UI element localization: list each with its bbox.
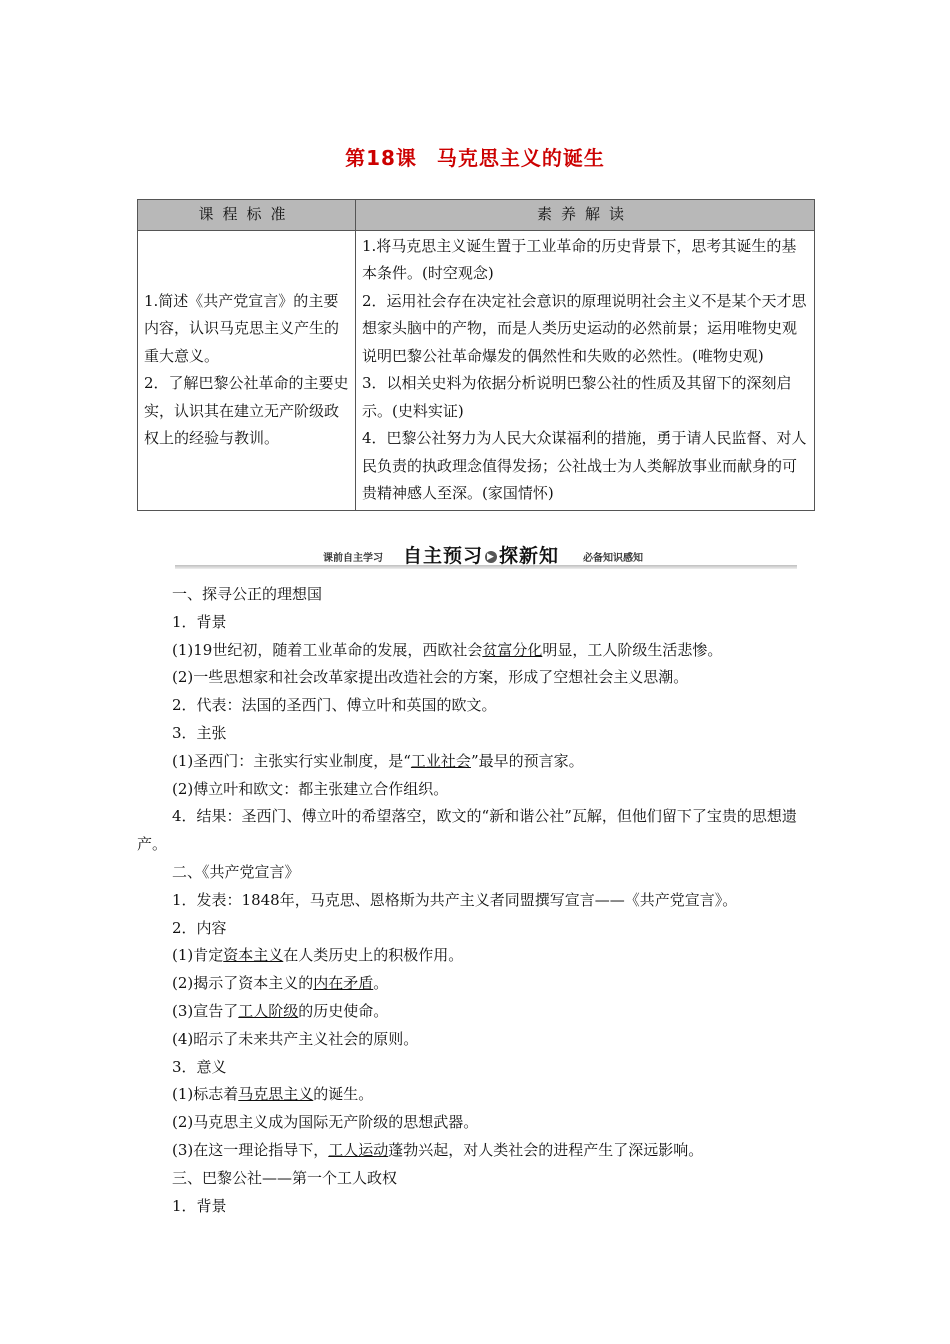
header-literacy: 素养解读	[356, 200, 815, 231]
arrow-right-icon: ▶	[485, 551, 497, 563]
lesson-number: 第18课	[345, 146, 417, 170]
standard-item: 1.简述《共产党宣言》的主要内容，认识马克思主义产生的重大意义。	[144, 291, 340, 365]
key-term: 工人运动	[328, 1140, 389, 1159]
paragraph: (2)揭示了资本主义的内在矛盾。	[172, 974, 389, 993]
literacy-cell	[356, 230, 815, 510]
banner-title	[403, 541, 559, 568]
paragraph: (3)宣告了工人阶级的历史使命。	[172, 1001, 389, 1020]
paragraph: (4)昭示了未来共产主义社会的原则。	[172, 1029, 419, 1048]
key-term: 马克思主义	[238, 1085, 314, 1104]
paragraph: 3．意义	[172, 1057, 227, 1076]
standards-cell	[138, 230, 356, 510]
paragraph: 1．发表：1848年，马克思、恩格斯为共产主义者同盟撰写宣言——《共产党宣言》。	[172, 890, 738, 909]
table-header-row	[138, 200, 815, 231]
paragraph: (2)傅立叶和欧文：都主张建立合作组织。	[172, 779, 449, 798]
key-term: 内在矛盾	[313, 974, 374, 993]
paragraph: 2．代表：法国的圣西门、傅立叶和英国的欧文。	[172, 696, 497, 715]
header-standards: 课程标准	[138, 200, 356, 231]
lesson-content	[137, 581, 815, 1220]
key-term: 贫富分化	[482, 640, 543, 659]
paragraph: (1)19世纪初，随着工业革命的发展，西欧社会贫富分化明显，工人阶级生活悲惨。	[172, 640, 723, 659]
literacy-item: 2．运用社会存在决定社会意识的原理说明社会主义不是某个天才思想家头脑中的产物，而是人类历史运动的必然前景；运用唯物史观说明巴黎公社革命爆发的偶然性和失败的必然性。(唯物史观)	[362, 291, 807, 365]
standard-item: 2．了解巴黎公社革命的主要史实，认识其在建立无产阶级政权上的经验与教训。	[144, 374, 349, 447]
table-row	[138, 230, 815, 510]
key-term: 工业社会	[410, 751, 471, 770]
paragraph: (1)标志着马克思主义的诞生。	[172, 1085, 374, 1104]
banner-title-a: 自主预习	[403, 545, 484, 567]
paragraph: (1)肯定资本主义在人类历史上的积极作用。	[172, 946, 464, 965]
paragraph: 1．背景	[172, 612, 227, 631]
paragraph: 2．内容	[172, 918, 227, 937]
banner-title-b: 探新知	[499, 545, 560, 567]
section-heading: 二、《共产党宣言》	[172, 862, 300, 881]
lesson-name: 马克思主义的诞生	[436, 146, 605, 170]
paragraph: (2)马克思主义成为国际无产阶级的思想武器。	[172, 1113, 479, 1132]
paragraph: (1)圣西门：主张实行实业制度，是“工业社会”最早的预言家。	[172, 751, 584, 770]
section-heading: 一、探寻公正的理想国	[172, 585, 323, 603]
literacy-item: 3．以相关史料为依据分析说明巴黎公社的性质及其留下的深刻启示。(史料实证)	[362, 374, 792, 420]
paragraph: 3．主张	[172, 723, 227, 742]
curriculum-standards-table	[137, 199, 815, 511]
banner-left-label: 课前自主学习	[323, 553, 383, 564]
section-heading: 三、巴黎公社——第一个工人政权	[172, 1168, 398, 1187]
paragraph: (3)在这一理论指导下，工人运动蓬勃兴起，对人类社会的进程产生了深远影响。	[172, 1140, 704, 1159]
paragraph: 4．结果：圣西门、傅立叶的希望落空，欧文的“新和谐公社”瓦解，但他们留下了宝贵的思想遗产。	[137, 807, 797, 854]
paragraph: 1．背景	[172, 1196, 227, 1215]
lesson-title	[0, 142, 950, 171]
key-term: 资本主义	[223, 946, 284, 965]
banner-right-label: 必备知识感知	[583, 553, 643, 564]
paragraph: (2)一些思想家和社会改革家提出改造社会的方案，形成了空想社会主义思潮。	[172, 668, 689, 687]
key-term: 工人阶级	[238, 1001, 299, 1020]
literacy-item: 1.将马克思主义诞生置于工业革命的历史背景下，思考其诞生的基本条件。(时空观念)	[362, 236, 797, 282]
literacy-item: 4．巴黎公社努力为人民大众谋福利的措施，勇于请人民监督、对人民负责的执政理念值得发扬；公社战士为人类解放事业而献身的可贵精神感人至深。(家国情怀)	[362, 429, 807, 502]
section-banner	[175, 540, 797, 570]
